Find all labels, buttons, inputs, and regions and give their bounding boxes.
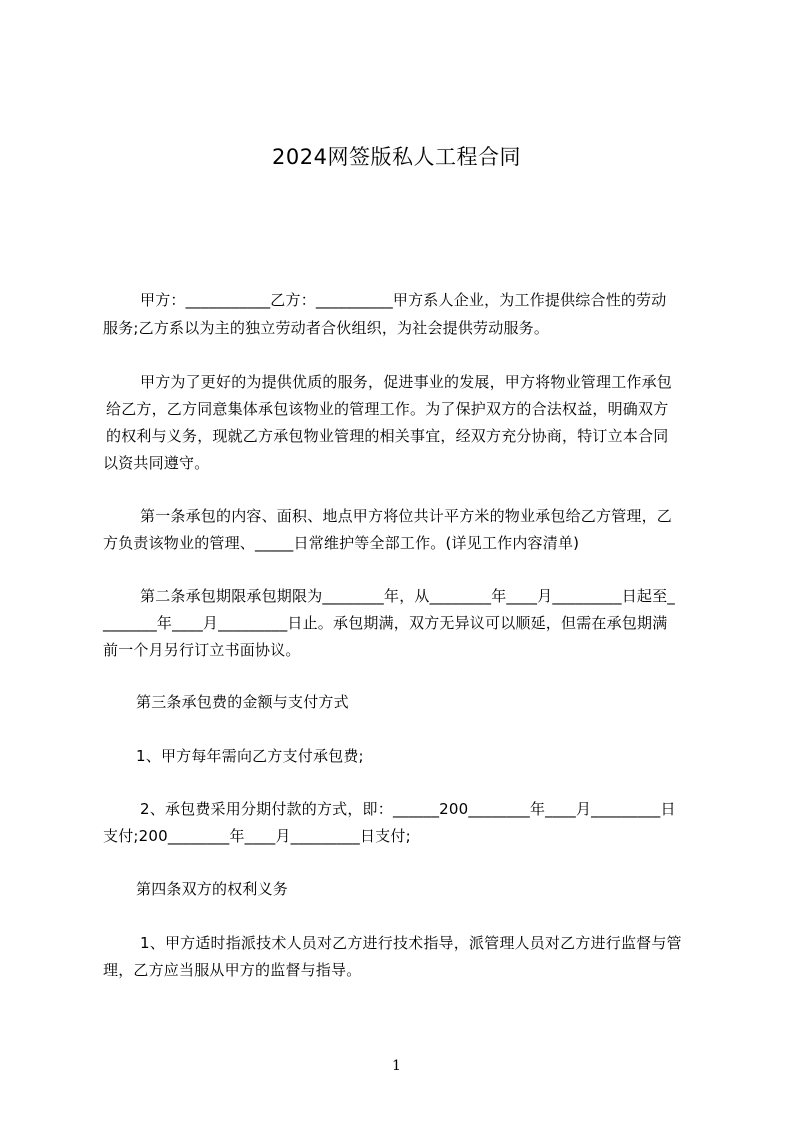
- paragraph-line: _______年____月_________日止。承包期满，双方无异议可以顺延，但需在承包期满: [103, 614, 668, 632]
- section-heading: 第四条双方的权利义务: [136, 880, 289, 898]
- paragraph-line: 2、承包费采用分期付款的方式，即：______200________年____月_________日: [140, 800, 676, 818]
- paragraph-line: 的权利与义务，现就乙方承包物业管理的相关事宜，经双方充分协商，特订立本合同: [106, 427, 669, 445]
- page-number: 1: [392, 1058, 401, 1074]
- paragraph-line: 方负责该物业的管理、_____日常维护等全部工作。(详见工作内容清单): [103, 534, 580, 552]
- document-title: 2024网签版私人工程合同: [272, 145, 521, 169]
- paragraph-line: 甲方：___________乙方：__________甲方系人企业，为工作提供综合性的劳动: [140, 291, 667, 309]
- paragraph-line: 甲方为了更好的为提供优质的服务，促进事业的发展，甲方将物业管理工作承包: [140, 373, 673, 391]
- paragraph-line: 支付;200________年____月_________日支付;: [103, 827, 411, 845]
- paragraph-line: 1、甲方每年需向乙方支付承包费;: [136, 747, 364, 765]
- paragraph-line: 第一条承包的内容、面积、地点甲方将位共计平方米的物业承包给乙方管理，乙: [140, 507, 673, 525]
- paragraph-line: 给乙方，乙方同意集体承包该物业的管理工作。为了保护双方的合法权益，明确双方: [106, 400, 669, 418]
- paragraph-line: 以资共同遵守。: [103, 454, 210, 472]
- section-heading: 第三条承包费的金额与支付方式: [136, 693, 349, 711]
- paragraph-line: 第二条承包期限承包期限为________年，从________年____月_________日起至_: [140, 587, 676, 605]
- paragraph-line: 前一个月另行订立书面协议。: [103, 641, 301, 659]
- paragraph-line: 1、甲方适时指派技术人员对乙方进行技术指导，派管理人员对乙方进行监督与管: [140, 934, 682, 952]
- paragraph-line: 理，乙方应当服从甲方的监督与指导。: [103, 961, 362, 979]
- paragraph-line: 服务;乙方系以为主的独立劳动者合伙组织，为社会提供劳动服务。: [103, 319, 550, 337]
